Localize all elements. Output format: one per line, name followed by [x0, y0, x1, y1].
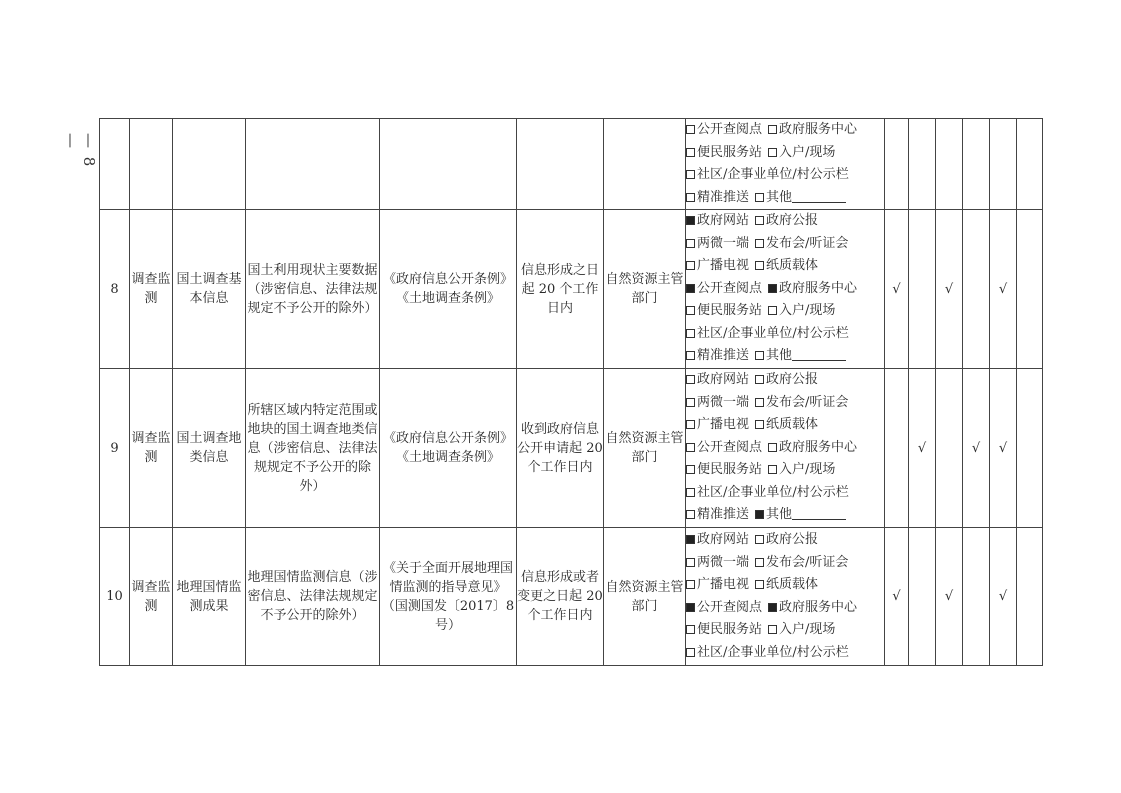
checkbox-checked[interactable] — [768, 284, 777, 293]
channel-line — [686, 255, 884, 278]
channel-line — [686, 119, 884, 142]
checkbox-empty[interactable] — [755, 193, 764, 202]
item-cell: 国土调查基本信息 — [173, 210, 246, 369]
channel-line — [686, 414, 884, 437]
checkbox-empty[interactable] — [686, 125, 695, 134]
basis-cell — [380, 119, 517, 210]
channel-label: 其他 — [766, 189, 793, 205]
channel-line — [686, 392, 884, 415]
table-row — [100, 369, 1043, 528]
channel-label: 政府公报 — [766, 532, 819, 547]
check-mark-cell — [909, 210, 936, 369]
basis-cell: 《政府信息公开条例》《土地调查条例》 — [380, 369, 517, 528]
disclosure-table — [99, 118, 1043, 666]
channel-label: 其他 — [766, 507, 793, 523]
checkbox-empty[interactable] — [755, 239, 764, 248]
timeframe-cell: 信息形成之日起 20 个工作日内 — [517, 210, 604, 369]
channel-label: 入户/现场 — [779, 622, 836, 637]
content-cell: 国土利用现状主要数据（涉密信息、法律法规规定不予公开的除外） — [246, 210, 380, 369]
channel-line — [686, 142, 884, 165]
channel-label: 两微一端 — [697, 554, 750, 570]
timeframe-cell — [517, 119, 604, 210]
channel-label: 便民服务站 — [697, 462, 763, 478]
channel-label: 便民服务站 — [697, 303, 763, 319]
check-mark-cell: √ — [909, 369, 936, 528]
check-mark-cell — [909, 528, 936, 666]
channel-label: 广播电视 — [697, 258, 750, 274]
channel-label: 政府公报 — [766, 213, 819, 229]
check-mark-cell — [963, 210, 990, 369]
check-mark-cell: √ — [885, 210, 909, 369]
channels-cell — [686, 119, 885, 210]
channel-line — [686, 437, 884, 460]
checkbox-checked[interactable] — [686, 284, 695, 293]
category-cell — [130, 119, 173, 210]
check-mark-cell — [1017, 119, 1043, 210]
channel-label: 精准推送 — [697, 189, 750, 205]
page-number: — 8 — — [62, 133, 98, 169]
fill-in-blank[interactable] — [792, 190, 846, 203]
table-row — [100, 528, 1043, 666]
category-cell: 调查监测 — [130, 369, 173, 528]
checkbox-empty[interactable] — [755, 580, 764, 589]
subject-cell: 自然资源主管部门 — [604, 369, 686, 528]
checkbox-empty[interactable] — [686, 375, 695, 384]
item-cell: 国土调查地类信息 — [173, 369, 246, 528]
checkbox-empty[interactable] — [686, 193, 695, 202]
checkbox-empty[interactable] — [686, 398, 695, 407]
channel-label: 两微一端 — [697, 394, 750, 410]
channel-line — [686, 529, 884, 552]
checkbox-checked[interactable] — [686, 603, 695, 612]
checkbox-empty[interactable] — [755, 420, 764, 429]
channel-label: 广播电视 — [697, 577, 750, 592]
check-mark-cell: √ — [936, 210, 963, 369]
channel-label: 政府服务中心 — [779, 122, 858, 137]
checkbox-empty[interactable] — [755, 398, 764, 407]
checkbox-empty[interactable] — [686, 488, 695, 497]
channel-line — [686, 164, 884, 187]
checkbox-empty[interactable] — [686, 261, 695, 270]
check-mark-cell — [990, 119, 1017, 210]
checkbox-empty[interactable] — [686, 443, 695, 452]
checkbox-empty[interactable] — [686, 465, 695, 474]
channel-line — [686, 552, 884, 575]
checkbox-checked[interactable] — [686, 535, 695, 544]
channel-label: 入户/现场 — [779, 144, 836, 160]
checkbox-empty[interactable] — [686, 306, 695, 315]
checkbox-empty[interactable] — [768, 443, 777, 452]
checkbox-empty[interactable] — [755, 535, 764, 544]
basis-cell: 《政府信息公开条例》《土地调查条例》 — [380, 210, 517, 369]
channel-label: 政府服务中心 — [779, 599, 858, 615]
check-mark-cell — [963, 119, 990, 210]
channel-line — [686, 504, 884, 527]
check-mark-cell — [936, 369, 963, 528]
checkbox-empty[interactable] — [686, 580, 695, 589]
category-cell: 调查监测 — [130, 528, 173, 666]
check-mark-cell: √ — [963, 369, 990, 528]
checkbox-checked[interactable] — [686, 216, 695, 225]
checkbox-empty[interactable] — [768, 306, 777, 315]
channel-label: 发布会/听证会 — [766, 394, 849, 410]
table-row — [100, 119, 1043, 210]
table-row — [100, 210, 1043, 369]
check-mark-cell: √ — [936, 528, 963, 666]
channel-line — [686, 459, 884, 482]
channel-label: 发布会/听证会 — [766, 554, 849, 570]
content-cell: 所辖区域内特定范围或地块的国土调查地类信息（涉密信息、法律法规规定不予公开的除外） — [246, 369, 380, 528]
check-mark-cell: √ — [990, 528, 1017, 666]
content-cell — [246, 119, 380, 210]
check-mark-cell — [885, 119, 909, 210]
channel-label: 其他 — [766, 348, 793, 364]
checkbox-empty[interactable] — [686, 148, 695, 157]
check-mark-cell — [1017, 528, 1043, 666]
checkbox-checked[interactable] — [755, 510, 764, 519]
channel-label: 便民服务站 — [697, 144, 763, 160]
check-mark-cell — [963, 528, 990, 666]
item-cell: 地理国情监测成果 — [173, 528, 246, 666]
checkbox-checked[interactable] — [768, 603, 777, 612]
channel-line — [686, 323, 884, 346]
checkbox-empty[interactable] — [686, 558, 695, 567]
checkbox-empty[interactable] — [768, 625, 777, 634]
channel-label: 社区/企事业单位/村公示栏 — [697, 484, 849, 500]
fill-in-blank[interactable] — [792, 348, 846, 361]
channel-label: 公开查阅点 — [697, 439, 763, 455]
channel-label: 社区/企事业单位/村公示栏 — [697, 325, 849, 341]
channel-label: 政府网站 — [697, 213, 750, 229]
channel-label: 社区/企事业单位/村公示栏 — [697, 644, 849, 660]
channel-label: 纸质载体 — [766, 417, 819, 433]
checkbox-empty[interactable] — [686, 170, 695, 179]
channels-cell — [686, 369, 885, 528]
channel-label: 广播电视 — [697, 417, 750, 433]
channel-line — [686, 210, 884, 233]
checkbox-empty[interactable] — [755, 375, 764, 384]
content-cell: 地理国情监测信息（涉密信息、法律法规规定不予公开的除外） — [246, 528, 380, 666]
channel-label: 公开查阅点 — [697, 599, 763, 615]
item-cell — [173, 119, 246, 210]
subject-cell: 自然资源主管部门 — [604, 528, 686, 666]
check-mark-cell — [909, 119, 936, 210]
channel-label: 精准推送 — [697, 348, 750, 364]
channel-label: 纸质载体 — [766, 577, 819, 592]
channels-cell — [686, 210, 885, 369]
channel-label: 社区/企事业单位/村公示栏 — [697, 167, 849, 182]
category-cell: 调查监测 — [130, 210, 173, 369]
timeframe-cell: 收到政府信息公开申请起 20 个工作日内 — [517, 369, 604, 528]
channel-line — [686, 345, 884, 368]
channel-label: 公开查阅点 — [697, 280, 763, 296]
channel-label: 便民服务站 — [697, 622, 763, 637]
channel-line — [686, 187, 884, 210]
channel-label: 发布会/听证会 — [766, 235, 849, 251]
channel-label: 两微一端 — [697, 235, 750, 251]
channel-line — [686, 300, 884, 323]
checkbox-empty[interactable] — [768, 125, 777, 134]
channel-label: 精准推送 — [697, 507, 750, 523]
channel-label: 公开查阅点 — [697, 122, 763, 137]
checkbox-empty[interactable] — [755, 216, 764, 225]
seq-cell: 10 — [100, 528, 130, 666]
checkbox-empty[interactable] — [686, 351, 695, 360]
checkbox-empty[interactable] — [686, 648, 695, 657]
checkbox-empty[interactable] — [755, 351, 764, 360]
checkbox-empty[interactable] — [768, 148, 777, 157]
channel-line — [686, 233, 884, 256]
channel-line — [686, 642, 884, 665]
channels-cell — [686, 528, 885, 666]
check-mark-cell: √ — [990, 369, 1017, 528]
check-mark-cell — [1017, 210, 1043, 369]
channel-line — [686, 369, 884, 392]
channel-label: 入户/现场 — [779, 462, 836, 478]
timeframe-cell: 信息形成或者变更之日起 20 个工作日内 — [517, 528, 604, 666]
seq-cell: 8 — [100, 210, 130, 369]
checkbox-empty[interactable] — [686, 510, 695, 519]
channel-label: 纸质载体 — [766, 258, 819, 274]
check-mark-cell — [885, 369, 909, 528]
subject-cell — [604, 119, 686, 210]
channel-line — [686, 619, 884, 642]
checkbox-empty[interactable] — [686, 625, 695, 634]
seq-cell — [100, 119, 130, 210]
check-mark-cell — [1017, 369, 1043, 528]
checkbox-empty[interactable] — [686, 420, 695, 429]
channel-label: 政府服务中心 — [779, 439, 858, 455]
channel-line — [686, 574, 884, 597]
channel-line — [686, 278, 884, 301]
channel-label: 政府服务中心 — [779, 280, 858, 296]
check-mark-cell: √ — [990, 210, 1017, 369]
basis-cell: 《关于全面开展地理国情监测的指导意见》（国测国发〔2017〕8 号） — [380, 528, 517, 666]
checkbox-empty[interactable] — [686, 239, 695, 248]
channel-line — [686, 482, 884, 505]
channel-label: 政府网站 — [697, 532, 750, 547]
channel-line — [686, 597, 884, 620]
check-mark-cell — [936, 119, 963, 210]
checkbox-empty[interactable] — [686, 329, 695, 338]
fill-in-blank[interactable] — [792, 507, 846, 520]
checkbox-empty[interactable] — [768, 465, 777, 474]
check-mark-cell: √ — [885, 528, 909, 666]
channel-label: 政府网站 — [697, 372, 750, 388]
checkbox-empty[interactable] — [755, 558, 764, 567]
channel-label: 政府公报 — [766, 372, 819, 388]
channel-label: 入户/现场 — [779, 303, 836, 319]
seq-cell: 9 — [100, 369, 130, 528]
checkbox-empty[interactable] — [755, 261, 764, 270]
subject-cell: 自然资源主管部门 — [604, 210, 686, 369]
